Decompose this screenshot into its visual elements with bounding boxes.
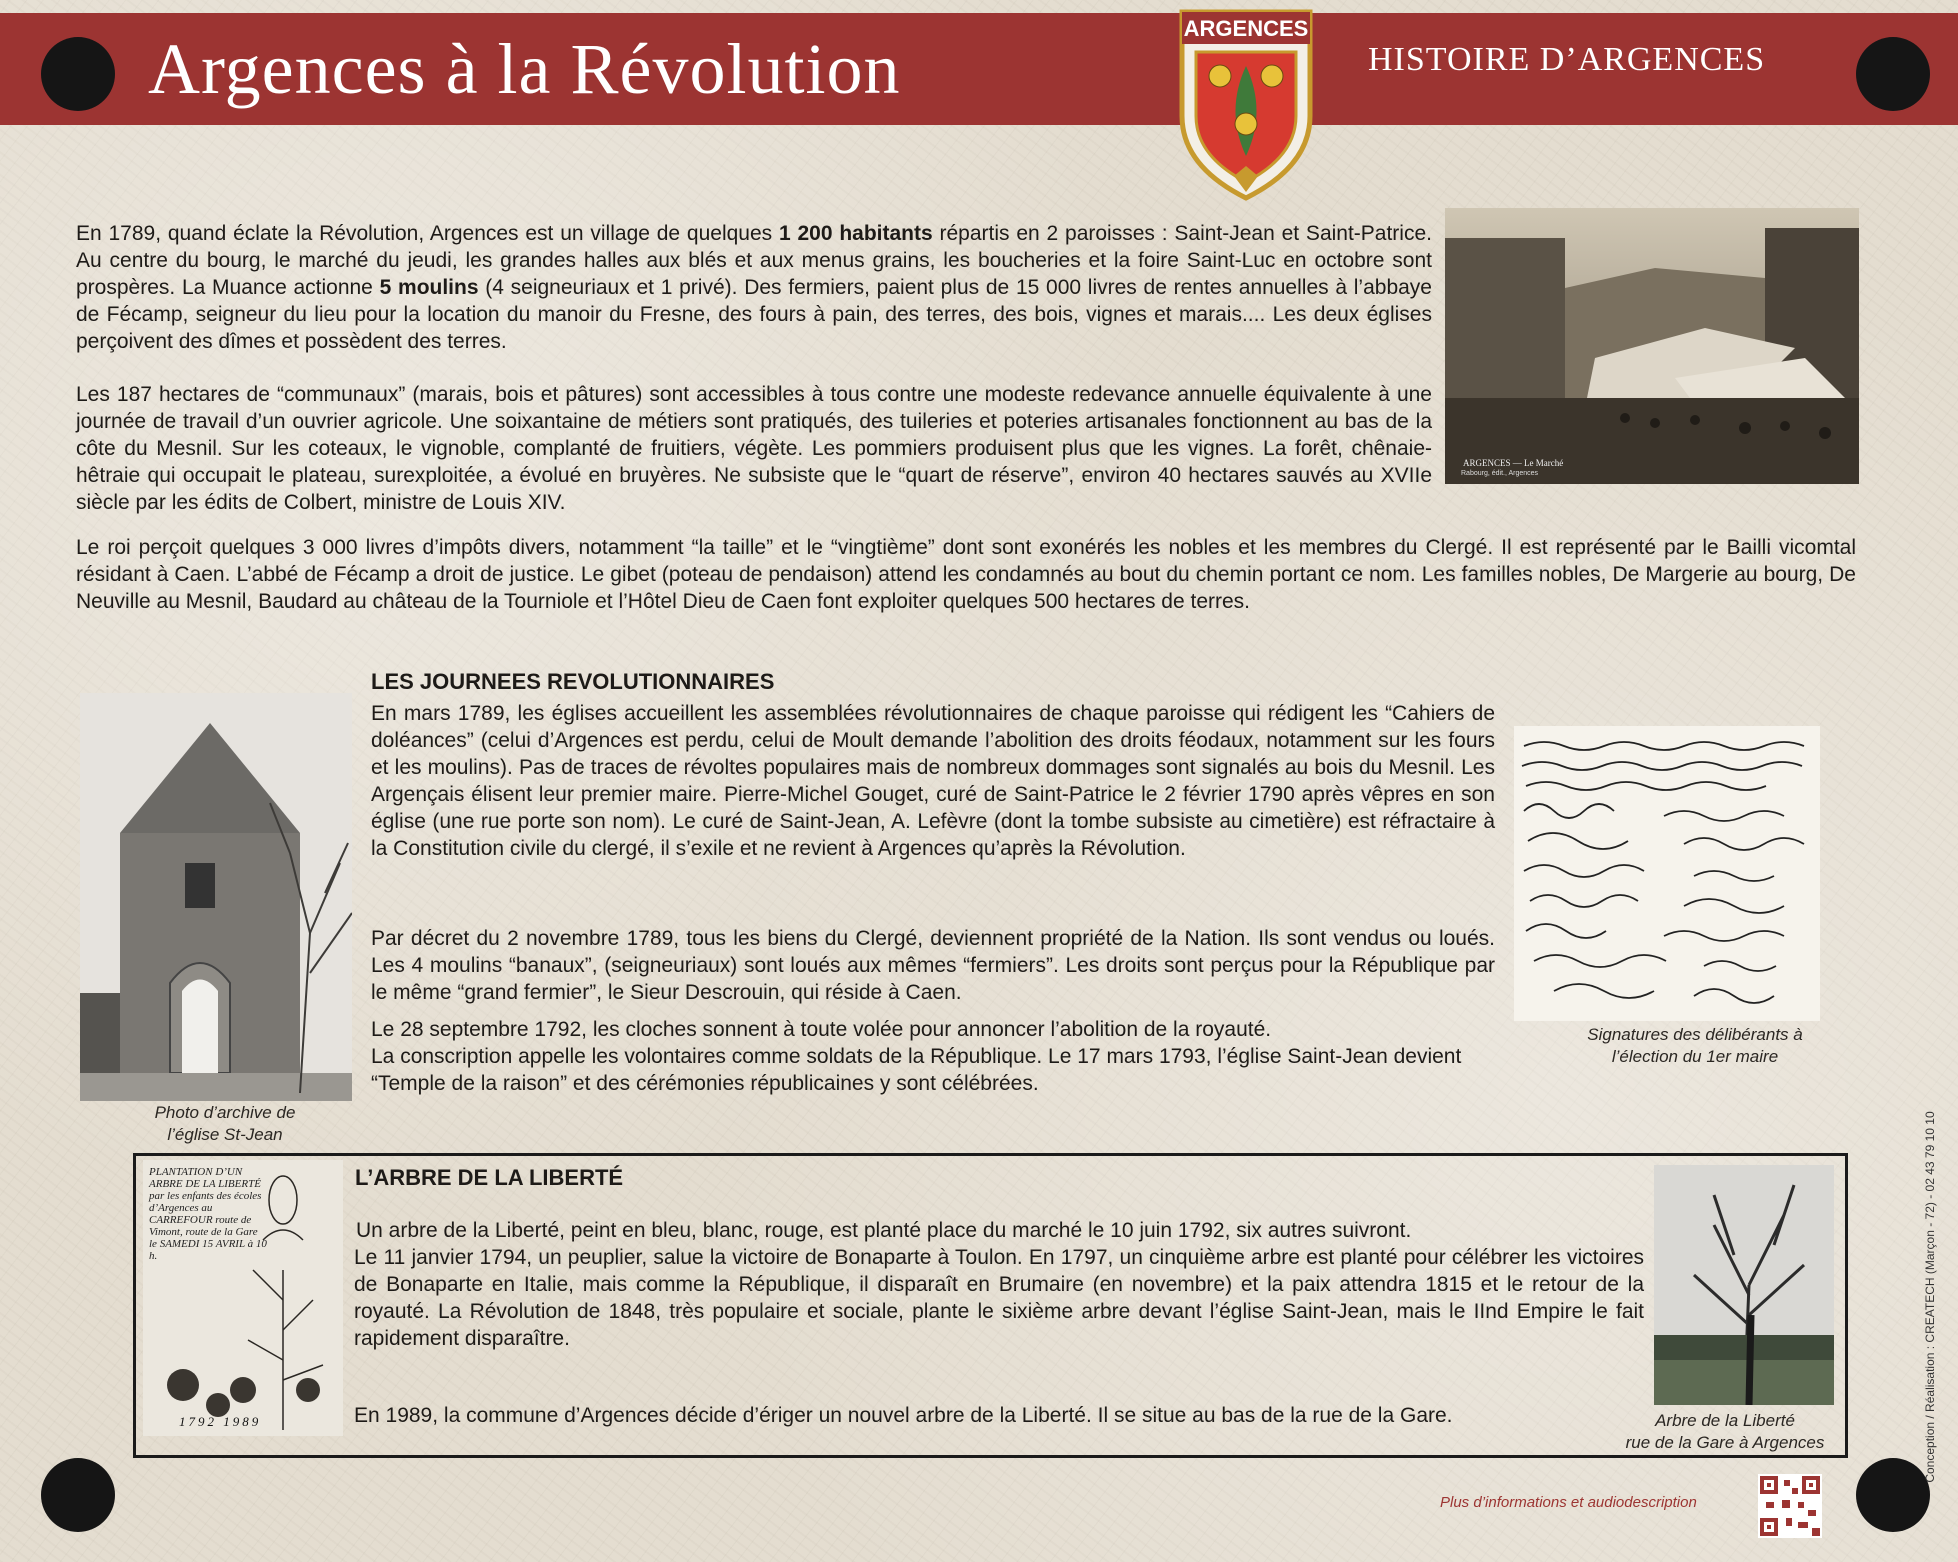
section-heading-arbre: L’ARBRE DE LA LIBERTÉ	[355, 1165, 624, 1190]
qr-code[interactable]	[1758, 1474, 1822, 1538]
tree-photo-caption: Arbre de la Liberté rue de la Gare à Argences	[1625, 1411, 1825, 1452]
journees-paragraph-2: Par décret du 2 novembre 1789, tous les biens du Clergé, deviennent propriété de la Nation. Ils sont vendus ou loués. Les 4 moulins “banaux”, (seigneuriaux) sont loués aux mêmes “fermiers”. Les droits sont perçus pour la République par le même “grand fermier”, le Sieur Descrouin, qui réside à Caen.	[371, 927, 1495, 1004]
journees-paragraph-1: En mars 1789, les églises accueillent les assemblées révolutionnaires de chaque paroisse qui rédigent les “Cahiers de doléances” (celui d’Argences est perdu, celui de Moult demande l’abolition des droits féodaux, notamment sur les fours et les moulins). Pas de traces de révoltes populaires mais de nombreux dommages sont signalés au bois du Mesnil. Les Argençais élisent leur premier maire. Pierre-Michel Gouget, curé de Saint-Patrice le 2 février 1790 après vêpres en son église (une rue porte son nom). Le curé de Saint-Jean, A. Lefèvre (dont la tombe subsiste au cimetière) est réfractaire à la Constitution civile du clergé, il s’exile et ne revient à Argences qu’après la Révolution.	[371, 702, 1495, 860]
postcard-publisher: Rabourg, édit., Argences	[1461, 470, 1539, 477]
church-archive-photo	[80, 693, 352, 1101]
liberty-tree-photo	[1654, 1165, 1834, 1405]
mounting-hole-top-left	[41, 37, 115, 111]
arbre-paragraph-2: Le 11 janvier 1794, un peuplier, salue la victoire de Bonaparte à Toulon. En 1797, un cinquième arbre est planté pour célébrer les victoires de Bonaparte en Italie, mais comme la République, il disparaît en Brumaire (en novembre) et la paix attendra 1815 et le retour de la royauté. La Révolution de 1848, très populaire et sociale, plante le sixième arbre devant l’église Saint-Jean, mais le IInd Empire le fait rapidement disparaître.	[354, 1246, 1644, 1350]
mounting-hole-bottom-left	[41, 1458, 115, 1532]
crest-label: ARGENCES	[1183, 16, 1309, 41]
production-credit: Conception / Réalisation : CREATECH (Marçon - 72) - 02 43 79 10 10	[1923, 1111, 1937, 1483]
journees-paragraph-4: La conscription appelle les volontaires comme soldats de la République. Le 17 mars 1793, l’église Saint-Jean devient “Temple de la raison” et des cérémonies républicaines y sont célébrées.	[371, 1045, 1462, 1095]
mounting-hole-top-right	[1856, 37, 1930, 111]
coat-of-arms	[1172, 6, 1320, 202]
intro-paragraph-2: Les 187 hectares de “communaux” (marais, bois et pâtures) sont accessibles à tous contre une modeste redevance annuelle équivalente à une journée de travail d’un ouvrier agricole. Une soixantaine de métiers sont pratiqués, des tuileries et poteries artisanales fonctionnent au bas de la côte du Mesnil. Sur les coteaux, le vignoble, complanté de fruitiers, végète. Les pommiers produisent plus que les vignes. La forêt, chênaie-hêtraie qui occupait le plateau, surexploitée, a évolué en bruyères. Ne subsiste que le “quart de réserve”, environ 40 hectares sauvés au XVIIe siècle par les édits de Colbert, ministre de Louis XIV.	[76, 383, 1432, 514]
poster-text: PLANTATION D’UN ARBRE DE LA LIBERTÉ par les enfants des écoles d’Argences au CARREFOUR route de Vimont, route de la Gare le SAMEDI 15 AVRIL à 10 h.	[149, 1166, 267, 1262]
audiodescription-info: Plus d’informations et audiodescription	[1440, 1494, 1697, 1511]
intro-paragraph-1: En 1789, quand éclate la Révolution, Argences est un village de quelques 1 200 habitants répartis en 2 paroisses : Saint-Jean et Saint-Patrice. Au centre du bourg, le marché du jeudi, les grandes halles aux blés et aux menus grains, les boucheries et la foire Saint-Luc en octobre sont prospères. La Muance actionne 5 moulins (4 seigneuriaux et 1 privé). Des fermiers, paient plus de 15 000 livres de rentes annuelles à l’abbaye de Fécamp, seigneur du lieu pour la location du manoir du Fresne, des fours à pain, des terres, des bois, vignes et marais.... Les deux églises perçoivent des dîmes et possèdent des terres.	[76, 222, 1432, 353]
liberty-tree-poster-engraving	[143, 1160, 343, 1436]
series-title: HISTOIRE D’ARGENCES	[1368, 41, 1766, 78]
market-postcard-photo	[1445, 208, 1859, 484]
postcard-printed-caption: ARGENCES — Le Marché	[1463, 458, 1564, 468]
journees-paragraph-3: Le 28 septembre 1792, les cloches sonnent à toute volée pour annoncer l’abolition de la royauté.	[371, 1018, 1272, 1041]
signatures-caption: Signatures des délibérants à l’élection du 1er maire	[1587, 1025, 1803, 1066]
intro-paragraph-3: Le roi perçoit quelques 3 000 livres d’impôts divers, notamment “la taille” et le “vingtième” dont sont exonérés les nobles et les membres du Clergé. Il est représenté par le Bailli vicomtal résidant à Caen. L’abbé de Fécamp a droit de justice. Le gibet (poteau de pendaison) attend les condamnés au bout du chemin portant ce nom. Les familles nobles, De Margerie au bourg, De Neuville au Mesnil, Baudard au château de la Tourniole et l’Hôtel Dieu de Caen font exploiter quelques 500 hectares de terres.	[76, 536, 1856, 613]
arbre-paragraph-1: Un arbre de la Liberté, peint en bleu, blanc, rouge, est planté place du marché le 10 juin 1792, six autres suivront.	[356, 1219, 1412, 1242]
church-photo-caption: Photo d’archive de l’église St-Jean	[154, 1103, 296, 1144]
mounting-hole-bottom-right	[1856, 1458, 1930, 1532]
signatures-document-image	[1514, 726, 1820, 1021]
section-heading-journees: LES JOURNEES REVOLUTIONNAIRES	[371, 669, 775, 694]
arbre-paragraph-3: En 1989, la commune d’Argences décide d’ériger un nouvel arbre de la Liberté. Il se situe au bas de la rue de la Gare.	[354, 1404, 1453, 1427]
page-title: Argences à la Révolution	[148, 29, 901, 109]
poster-years: 1792 1989	[179, 1414, 262, 1429]
